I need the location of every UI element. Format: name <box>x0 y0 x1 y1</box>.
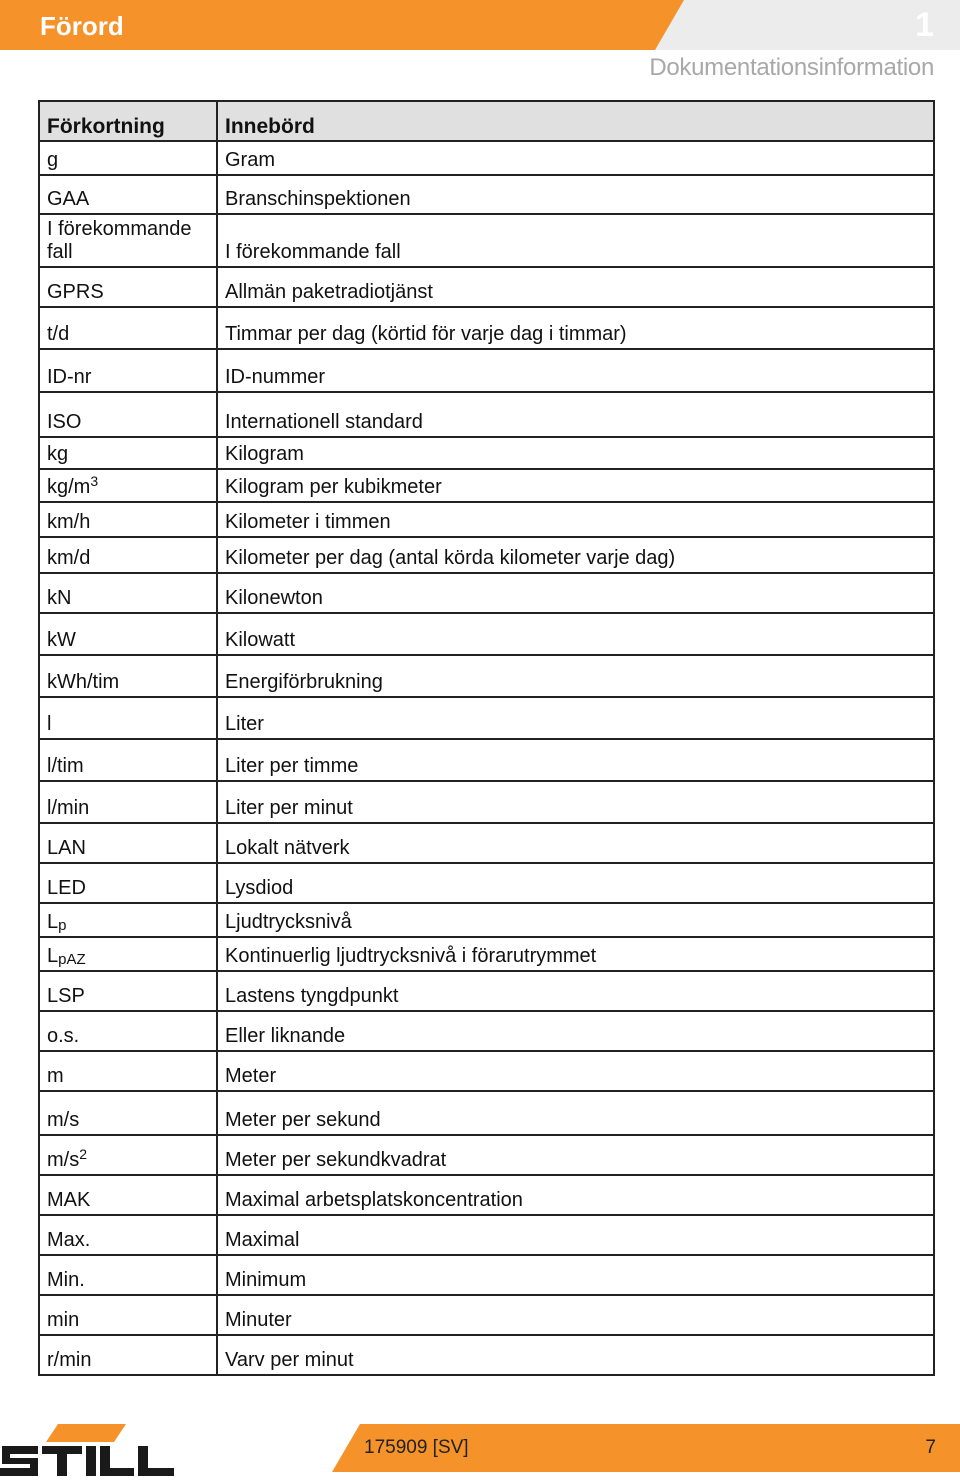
abbreviation-text: ID-nr <box>47 366 92 388</box>
table-row <box>39 175 934 214</box>
abbreviation-superscript: 2 <box>79 1146 88 1162</box>
abbreviation-cell <box>39 537 217 573</box>
column-header-abbreviation: Förkortning <box>39 101 217 141</box>
meaning-cell: Meter <box>217 1051 934 1091</box>
abbreviation-text: Max. <box>47 1229 91 1251</box>
meaning-cell: I förekommande fall <box>217 214 934 267</box>
abbreviation-superscript: 3 <box>90 473 99 489</box>
abbreviation-text: kN <box>47 587 72 609</box>
abbreviation-text: kg <box>47 443 69 465</box>
abbreviation-cell <box>39 937 217 971</box>
abbreviation-text: I förekommande fall <box>47 218 192 263</box>
meaning-cell: Kontinuerlig ljudtrycksnivå i förarutrymmet <box>217 937 934 971</box>
abbreviation-cell <box>39 1295 217 1335</box>
abbreviation-text: LSP <box>47 985 85 1007</box>
abbreviation-cell <box>39 1215 217 1255</box>
meaning-cell: Kilonewton <box>217 573 934 613</box>
meaning-cell: Maximal arbetsplatskoncentration <box>217 1175 934 1215</box>
table-header-row <box>39 101 934 141</box>
abbreviation-cell <box>39 573 217 613</box>
table-row <box>39 655 934 697</box>
abbreviation-cell <box>39 1011 217 1051</box>
meaning-cell: Maximal <box>217 1215 934 1255</box>
abbreviation-cell <box>39 697 217 739</box>
abbreviation-cell <box>39 175 217 214</box>
meaning-cell: Energiförbrukning <box>217 655 934 697</box>
abbreviation-cell <box>39 1091 217 1135</box>
meaning-cell: Meter per sekund <box>217 1091 934 1135</box>
table-row <box>39 214 934 267</box>
abbreviation-text: L <box>47 911 59 933</box>
table-row <box>39 937 934 971</box>
abbreviation-text: ISO <box>47 411 82 433</box>
abbreviation-cell <box>39 502 217 537</box>
table-row <box>39 349 934 392</box>
table-row <box>39 823 934 863</box>
meaning-cell: Branschinspektionen <box>217 175 934 214</box>
abbreviation-text: g <box>47 149 59 171</box>
table-row <box>39 1135 934 1175</box>
table-row <box>39 739 934 781</box>
table-row <box>39 537 934 573</box>
abbreviation-text: kWh/tim <box>47 671 120 693</box>
meaning-cell: Minuter <box>217 1295 934 1335</box>
abbreviation-text: LED <box>47 877 86 899</box>
meaning-cell: Internationell standard <box>217 392 934 437</box>
meaning-cell: ID-nummer <box>217 349 934 392</box>
abbreviation-text: l/min <box>47 797 90 819</box>
abbreviation-table <box>38 100 935 1376</box>
table-row <box>39 863 934 903</box>
table-row <box>39 469 934 502</box>
table-row <box>39 1255 934 1295</box>
meaning-cell: Kilogram per kubikmeter <box>217 469 934 502</box>
abbreviation-text: min <box>47 1309 80 1331</box>
meaning-cell: Meter per sekundkvadrat <box>217 1135 934 1175</box>
abbreviation-text: l <box>47 713 52 735</box>
abbreviation-text: o.s. <box>47 1025 80 1047</box>
table-row <box>39 141 934 175</box>
abbreviation-text: MAK <box>47 1189 91 1211</box>
page-number: 7 <box>925 1437 936 1458</box>
table-row <box>39 573 934 613</box>
abbreviation-text: m/s <box>47 1109 80 1131</box>
table-row <box>39 437 934 469</box>
abbreviation-cell <box>39 971 217 1011</box>
meaning-cell: Allmän paketradiotjänst <box>217 267 934 307</box>
abbreviation-text: kg/m <box>47 476 91 498</box>
abbreviation-cell <box>39 1051 217 1091</box>
abbreviation-subscript: p <box>58 917 67 934</box>
abbreviation-text: L <box>47 945 59 967</box>
document-id: 175909 [SV] <box>364 1437 469 1458</box>
table-row <box>39 1215 934 1255</box>
meaning-cell: Kilogram <box>217 437 934 469</box>
meaning-cell: Ljudtrycksnivå <box>217 903 934 937</box>
abbreviation-text: l/tim <box>47 755 84 777</box>
abbreviation-cell <box>39 1135 217 1175</box>
meaning-cell: Kilometer i timmen <box>217 502 934 537</box>
table-row <box>39 971 934 1011</box>
header-bar <box>0 0 960 50</box>
table-row <box>39 1051 934 1091</box>
abbreviation-cell <box>39 823 217 863</box>
meaning-cell: Liter per minut <box>217 781 934 823</box>
meaning-cell: Liter per timme <box>217 739 934 781</box>
abbreviation-text: r/min <box>47 1349 92 1371</box>
abbreviation-text: m/s <box>47 1149 80 1171</box>
table-row <box>39 903 934 937</box>
abbreviation-cell <box>39 307 217 349</box>
meaning-cell: Eller liknande <box>217 1011 934 1051</box>
meaning-cell: Timmar per dag (körtid för varje dag i timmar) <box>217 307 934 349</box>
abbreviation-cell <box>39 1335 217 1375</box>
abbreviation-cell <box>39 437 217 469</box>
table-row <box>39 267 934 307</box>
abbreviation-cell <box>39 349 217 392</box>
meaning-cell: Lastens tyngdpunkt <box>217 971 934 1011</box>
abbreviation-cell <box>39 469 217 502</box>
column-header-meaning: Innebörd <box>217 101 934 141</box>
meaning-cell: Liter <box>217 697 934 739</box>
abbreviation-subscript: pAZ <box>58 951 86 968</box>
abbreviation-cell <box>39 267 217 307</box>
table-row <box>39 502 934 537</box>
table-row <box>39 392 934 437</box>
abbreviation-cell <box>39 739 217 781</box>
table-row <box>39 1091 934 1135</box>
abbreviation-cell <box>39 1175 217 1215</box>
section-title: Förord <box>40 11 124 41</box>
abbreviation-cell <box>39 863 217 903</box>
table-row <box>39 307 934 349</box>
chapter-number: 1 <box>915 6 934 44</box>
meaning-cell: Lokalt nätverk <box>217 823 934 863</box>
table-row <box>39 613 934 655</box>
meaning-cell: Minimum <box>217 1255 934 1295</box>
table-row <box>39 1175 934 1215</box>
meaning-cell: Kilometer per dag (antal körda kilometer varje dag) <box>217 537 934 573</box>
abbreviation-cell <box>39 141 217 175</box>
abbreviation-cell <box>39 214 217 267</box>
abbreviation-text: GAA <box>47 188 90 210</box>
abbreviation-cell <box>39 655 217 697</box>
abbreviation-text: km/h <box>47 511 91 533</box>
abbreviation-text: kW <box>47 629 76 651</box>
table-row <box>39 697 934 739</box>
abbreviation-text: LAN <box>47 837 86 859</box>
page-subtitle: Dokumentationsinformation <box>649 54 934 81</box>
table-row <box>39 781 934 823</box>
abbreviation-cell <box>39 613 217 655</box>
meaning-cell: Varv per minut <box>217 1335 934 1375</box>
abbreviation-text: m <box>47 1065 64 1087</box>
meaning-cell: Gram <box>217 141 934 175</box>
still-logo <box>0 1420 176 1478</box>
meaning-cell: Kilowatt <box>217 613 934 655</box>
meaning-cell: Lysdiod <box>217 863 934 903</box>
abbreviation-text: Min. <box>47 1269 85 1291</box>
abbreviation-cell <box>39 1255 217 1295</box>
table-body <box>39 141 934 1375</box>
table-row <box>39 1011 934 1051</box>
table-row <box>39 1295 934 1335</box>
abbreviation-cell <box>39 903 217 937</box>
table-row <box>39 1335 934 1375</box>
abbreviation-cell <box>39 392 217 437</box>
abbreviation-text: GPRS <box>47 281 104 303</box>
abbreviation-text: t/d <box>47 323 70 345</box>
abbreviation-text: km/d <box>47 547 91 569</box>
abbreviation-cell <box>39 781 217 823</box>
